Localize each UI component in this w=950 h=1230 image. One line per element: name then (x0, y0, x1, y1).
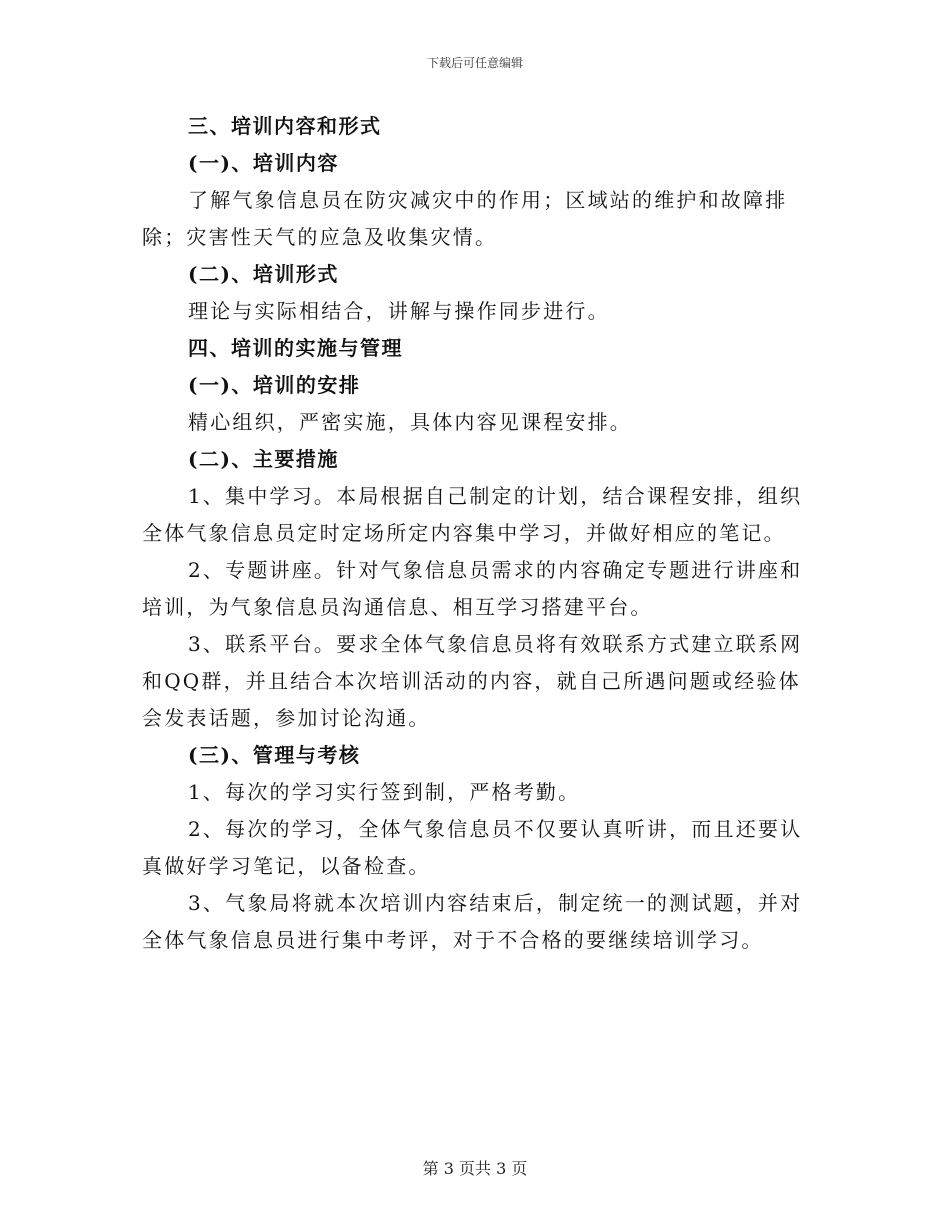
subsection-heading: (一)、培训的安排 (188, 373, 361, 397)
page-number: 第 3 页共 3 页 (422, 1159, 528, 1178)
document-body (142, 108, 808, 959)
paragraph: 理论与实际相结合，讲解与操作同步进行。 (188, 299, 610, 323)
paragraph: 精心组织，严密实施，具体内容见课程安排。 (188, 410, 632, 434)
list-item: 2、每次的学习，全体气象信息员不仅要认真听讲，而且还要认真做好学习笔记，以备检查。 (142, 817, 803, 878)
section-heading: 三、培训内容和形式 (188, 114, 382, 138)
list-item: 2、专题讲座。针对气象信息员需求的内容确定专题进行讲座和培训，为气象信息员沟通信息、相互学习搭建平台。 (142, 558, 803, 619)
subsection-heading: (二)、培训形式 (188, 262, 339, 286)
list-item: 1、集中学习。本局根据自己制定的计划，结合课程安排，组织全体气象信息员定时定场所定内容集中学习，并做好相应的笔记。 (142, 484, 803, 545)
subsection-heading: (三)、管理与考核 (188, 743, 361, 767)
list-item: 3、气象局将就本次培训内容结束后，制定统一的测试题，并对全体气象信息员进行集中考评，对于不合格的要继续培训学习。 (142, 891, 803, 952)
list-item: 3、联系平台。要求全体气象信息员将有效联系方式建立联系网和QQ群，并且结合本次培训活动的内容，就自己所遇问题或经验体会发表话题，参加讨论沟通。 (142, 632, 803, 730)
subsection-heading: (一)、培训内容 (188, 151, 339, 175)
page-header-note: 下载后可任意编辑 (426, 56, 523, 70)
subsection-heading: (二)、主要措施 (188, 447, 339, 471)
paragraph: 了解气象信息员在防灾减灾中的作用；区域站的维护和故障排除；灾害性天气的应急及收集灾情。 (142, 188, 788, 249)
section-heading: 四、培训的实施与管理 (188, 336, 403, 360)
list-item: 1、每次的学习实行签到制，严格考勤。 (188, 780, 581, 804)
